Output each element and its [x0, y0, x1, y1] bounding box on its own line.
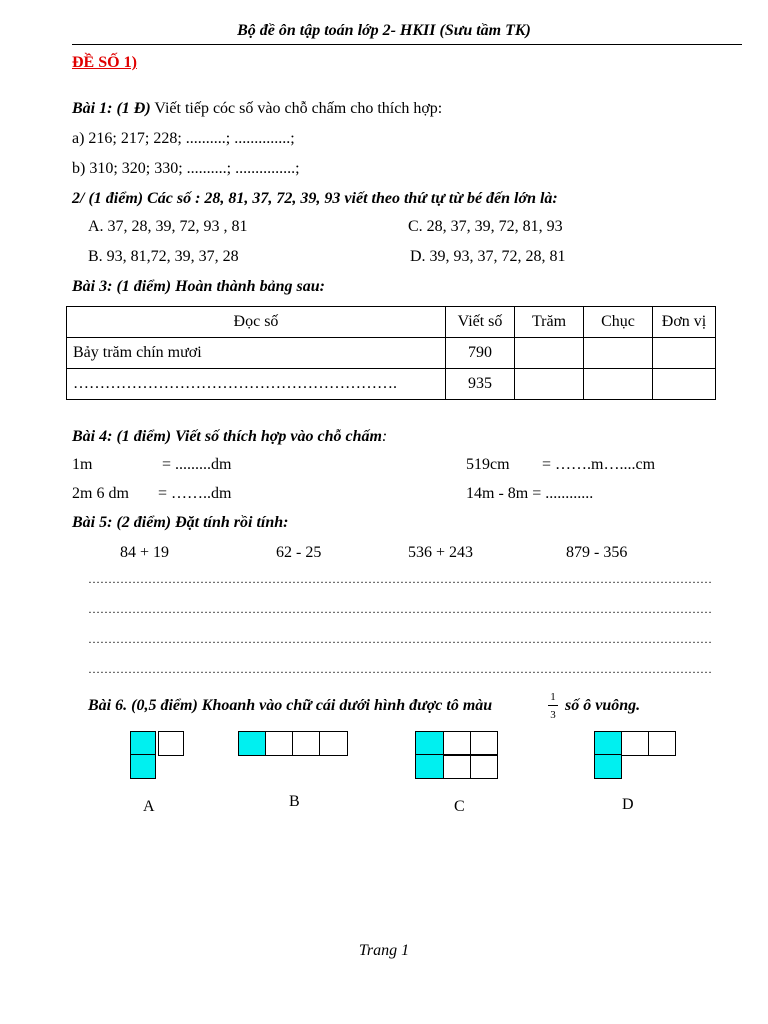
bai2-option-a: A. 37, 28, 39, 72, 93 , 81 [88, 218, 248, 235]
bai4-519cm: 519cm [466, 456, 510, 473]
square-shaded [594, 754, 622, 779]
figure-label-b: B [289, 793, 300, 810]
fraction-bar [548, 705, 558, 706]
bai2-option-d: D. 39, 93, 37, 72, 28, 81 [410, 248, 566, 265]
square-shaded [130, 731, 156, 756]
bai4-1m-eq: = .........dm [162, 456, 232, 473]
fraction-numerator: 1 [550, 691, 556, 703]
cell-doc-so: Bảy trăm chín mươi [67, 338, 446, 369]
answer-dots-line: ………………………………………………………………………………………………………………………………………… [88, 662, 712, 676]
cell-viet-so: 790 [446, 338, 515, 369]
bai5-op-2: 62 - 25 [276, 544, 322, 561]
figure-label-d: D [622, 796, 634, 813]
square-shaded [594, 731, 622, 756]
bai4-heading: Bài 4: (1 điểm) Viết số thích hợp vào chỗ chấm [72, 428, 382, 445]
bai3-heading: Bài 3: (1 điểm) Hoàn thành bảng sau: [72, 278, 325, 295]
cell-viet-so: 935 [446, 369, 515, 400]
bai1-heading-line [72, 100, 442, 118]
bai4-2m6dm: 2m 6 dm [72, 485, 129, 502]
th-tram: Trăm [515, 307, 584, 338]
th-doc-so: Đọc số [67, 307, 446, 338]
bai1-heading: Bài 1: (1 Đ) [72, 100, 151, 117]
square-shaded [415, 731, 444, 756]
square-empty [265, 731, 293, 756]
square-empty [648, 731, 676, 756]
square-shaded [238, 731, 266, 756]
square-empty [158, 731, 184, 756]
figure-label-a: A [143, 798, 155, 815]
th-viet-so: Viết số [446, 307, 515, 338]
bai4-heading-line [72, 428, 387, 446]
bai5-heading: Bài 5: (2 điểm) Đặt tính rồi tính: [72, 514, 289, 531]
bai5-op-3: 536 + 243 [408, 544, 474, 561]
bai5-op-1: 84 + 19 [120, 544, 170, 561]
square-empty [319, 731, 348, 756]
exam-number: ĐỀ SỐ 1) [72, 54, 137, 71]
bai3-table [66, 306, 716, 400]
square-shaded [130, 754, 156, 779]
cell-tram [515, 338, 584, 369]
bai2-heading: 2/ (1 điểm) Các số : 28, 81, 37, 72, 39, 93 viết theo thứ tự từ bé đến lớn là: [72, 190, 558, 207]
square-empty [470, 754, 498, 779]
bai2-option-c: C. 28, 37, 39, 72, 81, 93 [408, 218, 563, 235]
cell-tram [515, 369, 584, 400]
bai6-heading: Bài 6. (0,5 điểm) Khoanh vào chữ cái dưới hình được tô màu [88, 697, 493, 714]
square-empty [470, 731, 498, 756]
cell-don-vi [653, 338, 716, 369]
cell-chuc [584, 338, 653, 369]
table-row [67, 338, 716, 369]
page-header-title: Bộ đề ôn tập toán lớp 2- HKII (Sưu tầm TK) [237, 22, 531, 39]
square-empty [443, 754, 471, 779]
page-number: Trang 1 [358, 942, 410, 959]
bai1-line-a: a) 216; 217; 228; ..........; ..............; [72, 130, 295, 147]
bai4-colon: : [381, 428, 388, 445]
cell-chuc [584, 369, 653, 400]
bai5-op-4: 879 - 356 [566, 544, 628, 561]
bai6-heading-end: số ô vuông. [565, 697, 641, 714]
header-rule [72, 44, 742, 45]
th-chuc: Chục [584, 307, 653, 338]
cell-doc-so: ……………………………………………………. [67, 369, 446, 400]
th-don-vi: Đơn vị [653, 307, 716, 338]
bai1-line-b: b) 310; 320; 330; ..........; ...............; [72, 160, 300, 177]
bai2-option-b: B. 93, 81,72, 39, 37, 28 [88, 248, 239, 265]
square-empty [621, 731, 649, 756]
square-shaded [415, 754, 444, 779]
square-empty [292, 731, 320, 756]
table-row [67, 369, 716, 400]
bai1-text: Viết tiếp cóc số vào chỗ chấm cho thích hợp: [150, 100, 443, 117]
bai4-2m6dm-eq: = ……..dm [158, 485, 232, 502]
cell-don-vi [653, 369, 716, 400]
fraction-denominator: 3 [550, 709, 556, 721]
bai4-519cm-eq: = …….m…....cm [542, 456, 656, 473]
answer-dots-line: ………………………………………………………………………………………………………………………………………… [88, 602, 712, 616]
figure-label-c: C [454, 798, 465, 815]
answer-dots-line: ………………………………………………………………………………………………………………………………………… [88, 632, 712, 646]
table-header-row [67, 307, 716, 338]
square-empty [443, 731, 471, 756]
bai4-1m: 1m [72, 456, 93, 473]
bai4-14m-8m: 14m - 8m = ............ [466, 485, 594, 502]
answer-dots-line: ………………………………………………………………………………………………………………………………………… [88, 572, 712, 586]
